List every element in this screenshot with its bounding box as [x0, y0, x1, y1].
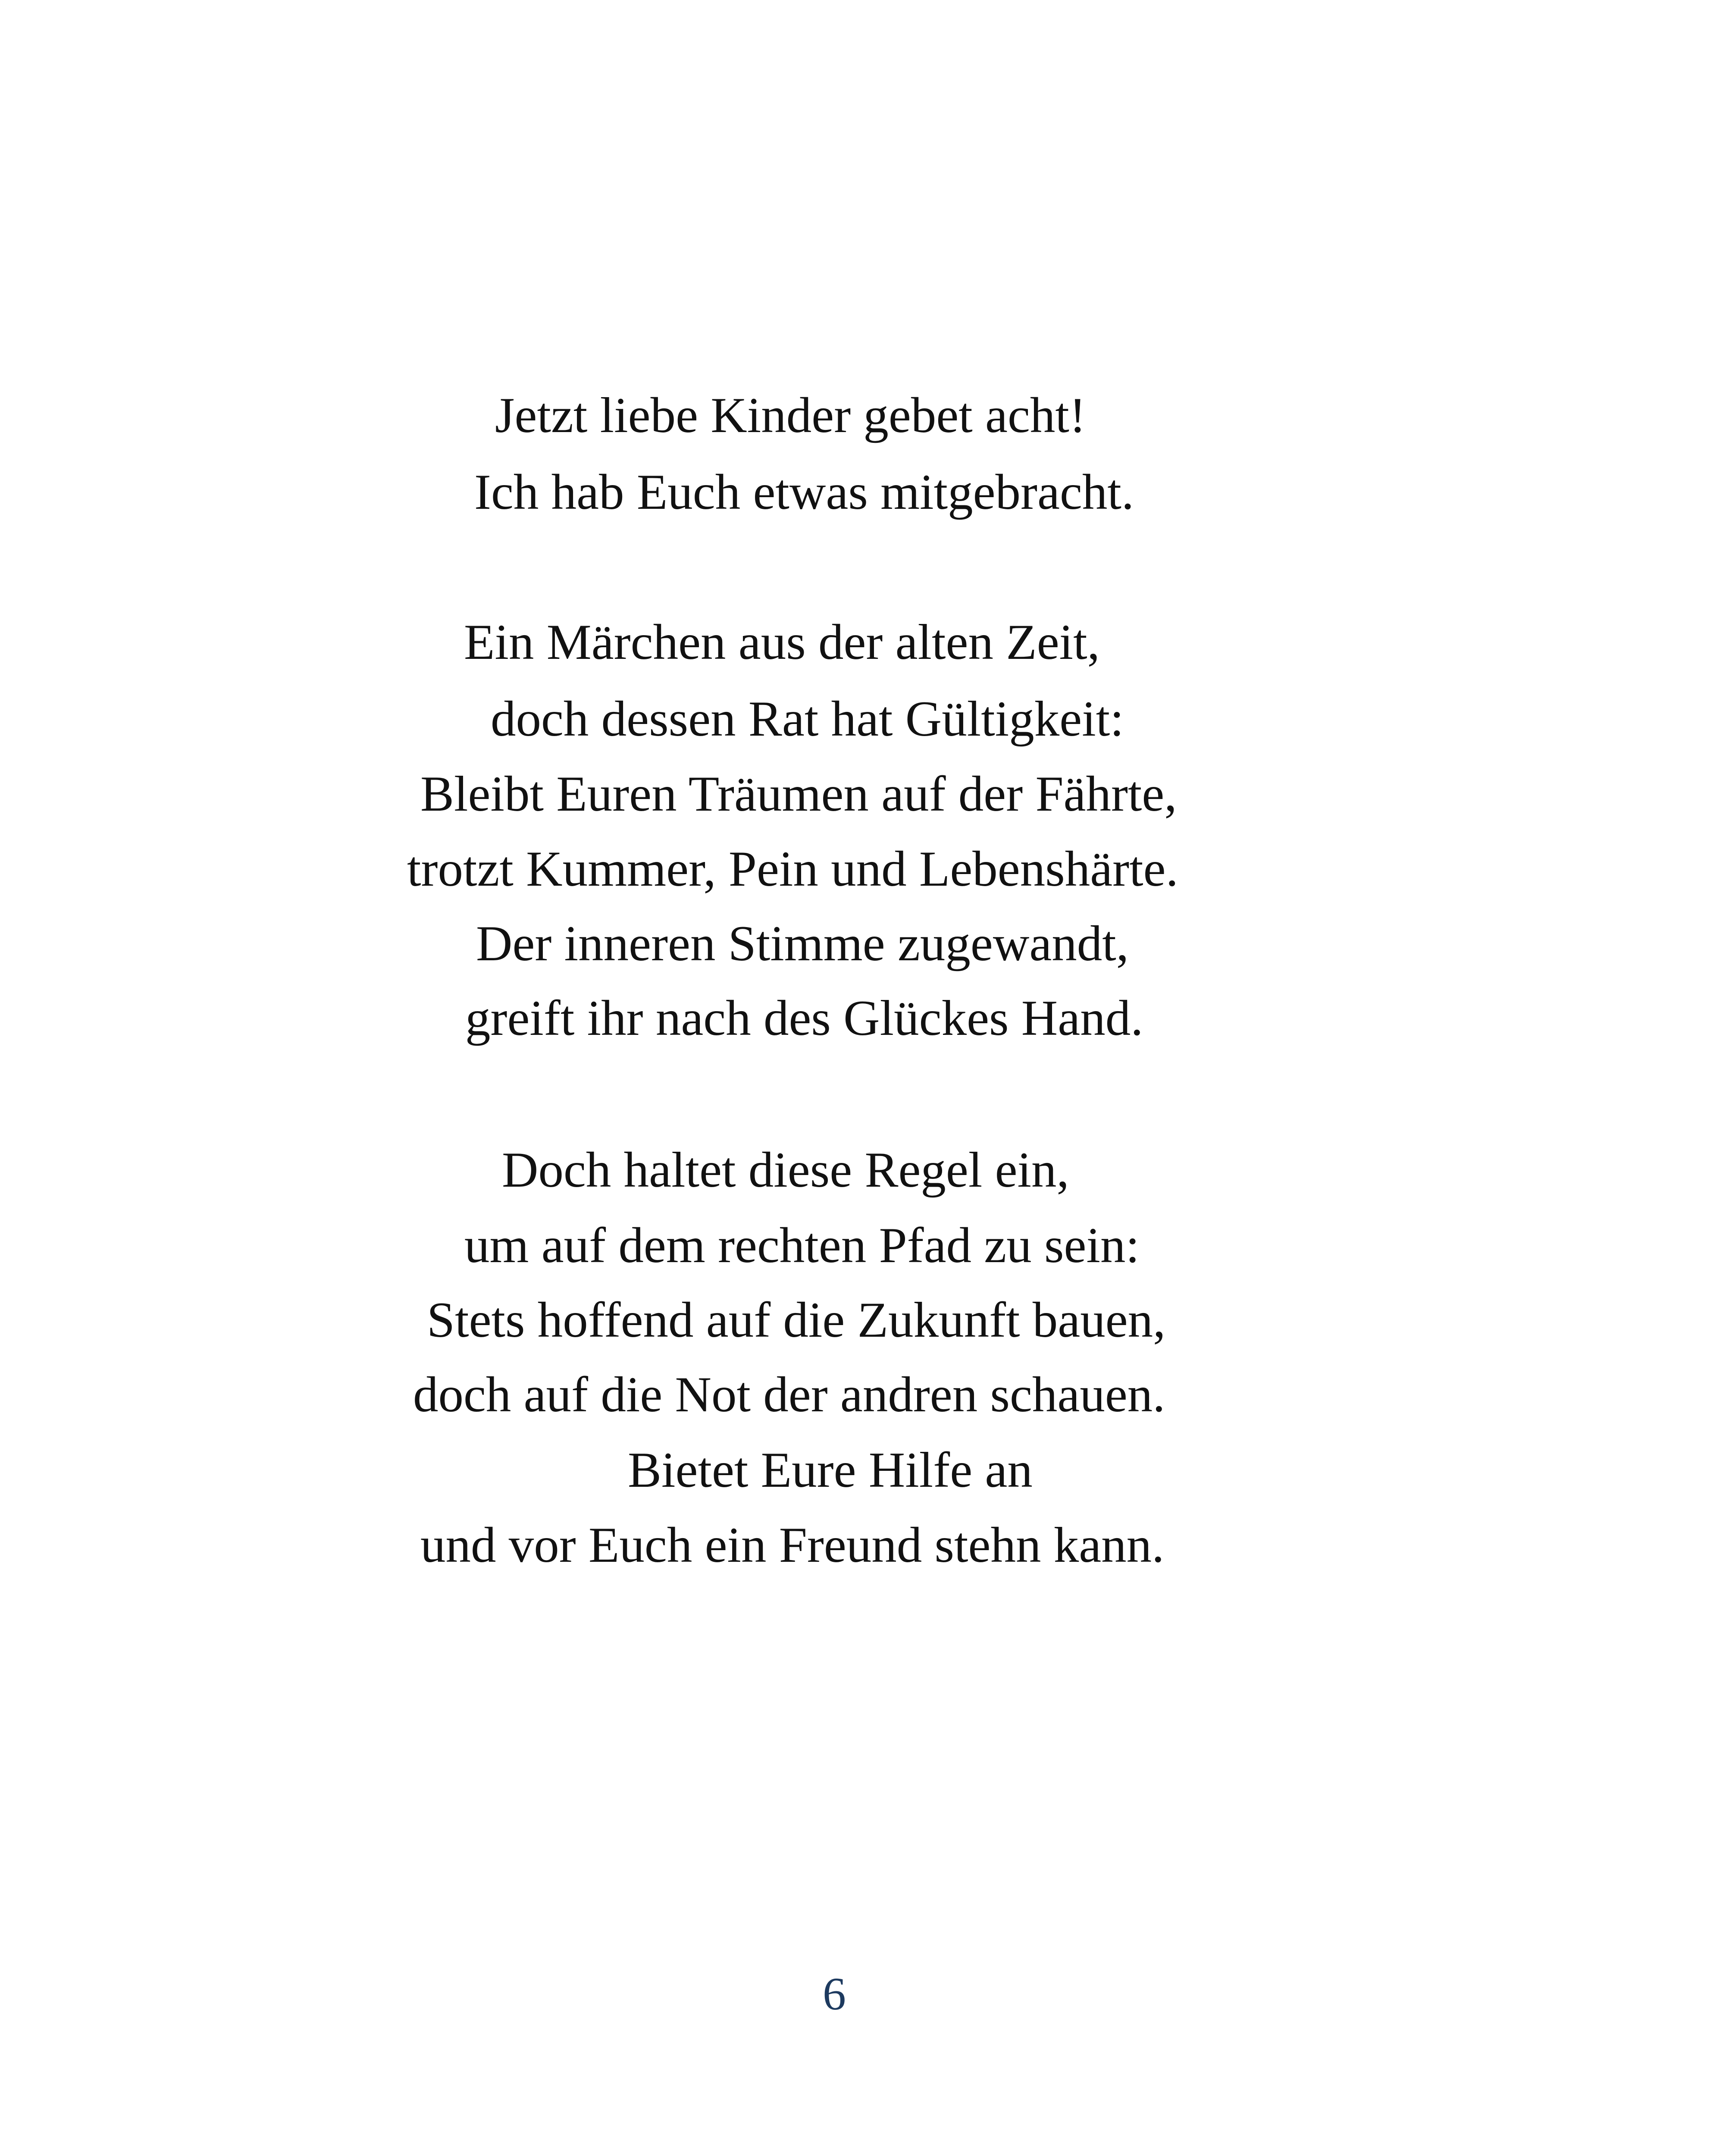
poem-line: trotzt Kummer, Pein und Lebenshärte. — [407, 841, 1178, 897]
poem-line: und vor Euch ein Freund stehn kann. — [420, 1517, 1165, 1573]
poem-line: Ich hab Euch etwas mitgebracht. — [474, 464, 1134, 520]
poem-line: Stets hoffend auf die Zukunft bauen, — [427, 1292, 1166, 1348]
poem-line: Jetzt liebe Kinder gebet acht! — [495, 388, 1086, 443]
poem-line: Bleibt Euren Träumen auf der Fährte, — [420, 766, 1177, 822]
poem-line: greift ihr nach des Glückes Hand. — [465, 990, 1143, 1046]
poem-line: Bietet Eure Hilfe an — [628, 1442, 1033, 1498]
poem-line: doch dessen Rat hat Gültigkeit: — [491, 691, 1124, 747]
page-number: 6 — [823, 1968, 846, 2020]
poem-line: Ein Märchen aus der alten Zeit, — [464, 614, 1100, 670]
poem-line: doch auf die Not der andren schauen. — [413, 1367, 1165, 1423]
poem-line: Der inneren Stimme zugewandt, — [476, 916, 1129, 971]
poem-line: Doch haltet diese Regel ein, — [502, 1142, 1069, 1198]
poem-line: um auf dem rechten Pfad zu sein: — [464, 1218, 1140, 1273]
